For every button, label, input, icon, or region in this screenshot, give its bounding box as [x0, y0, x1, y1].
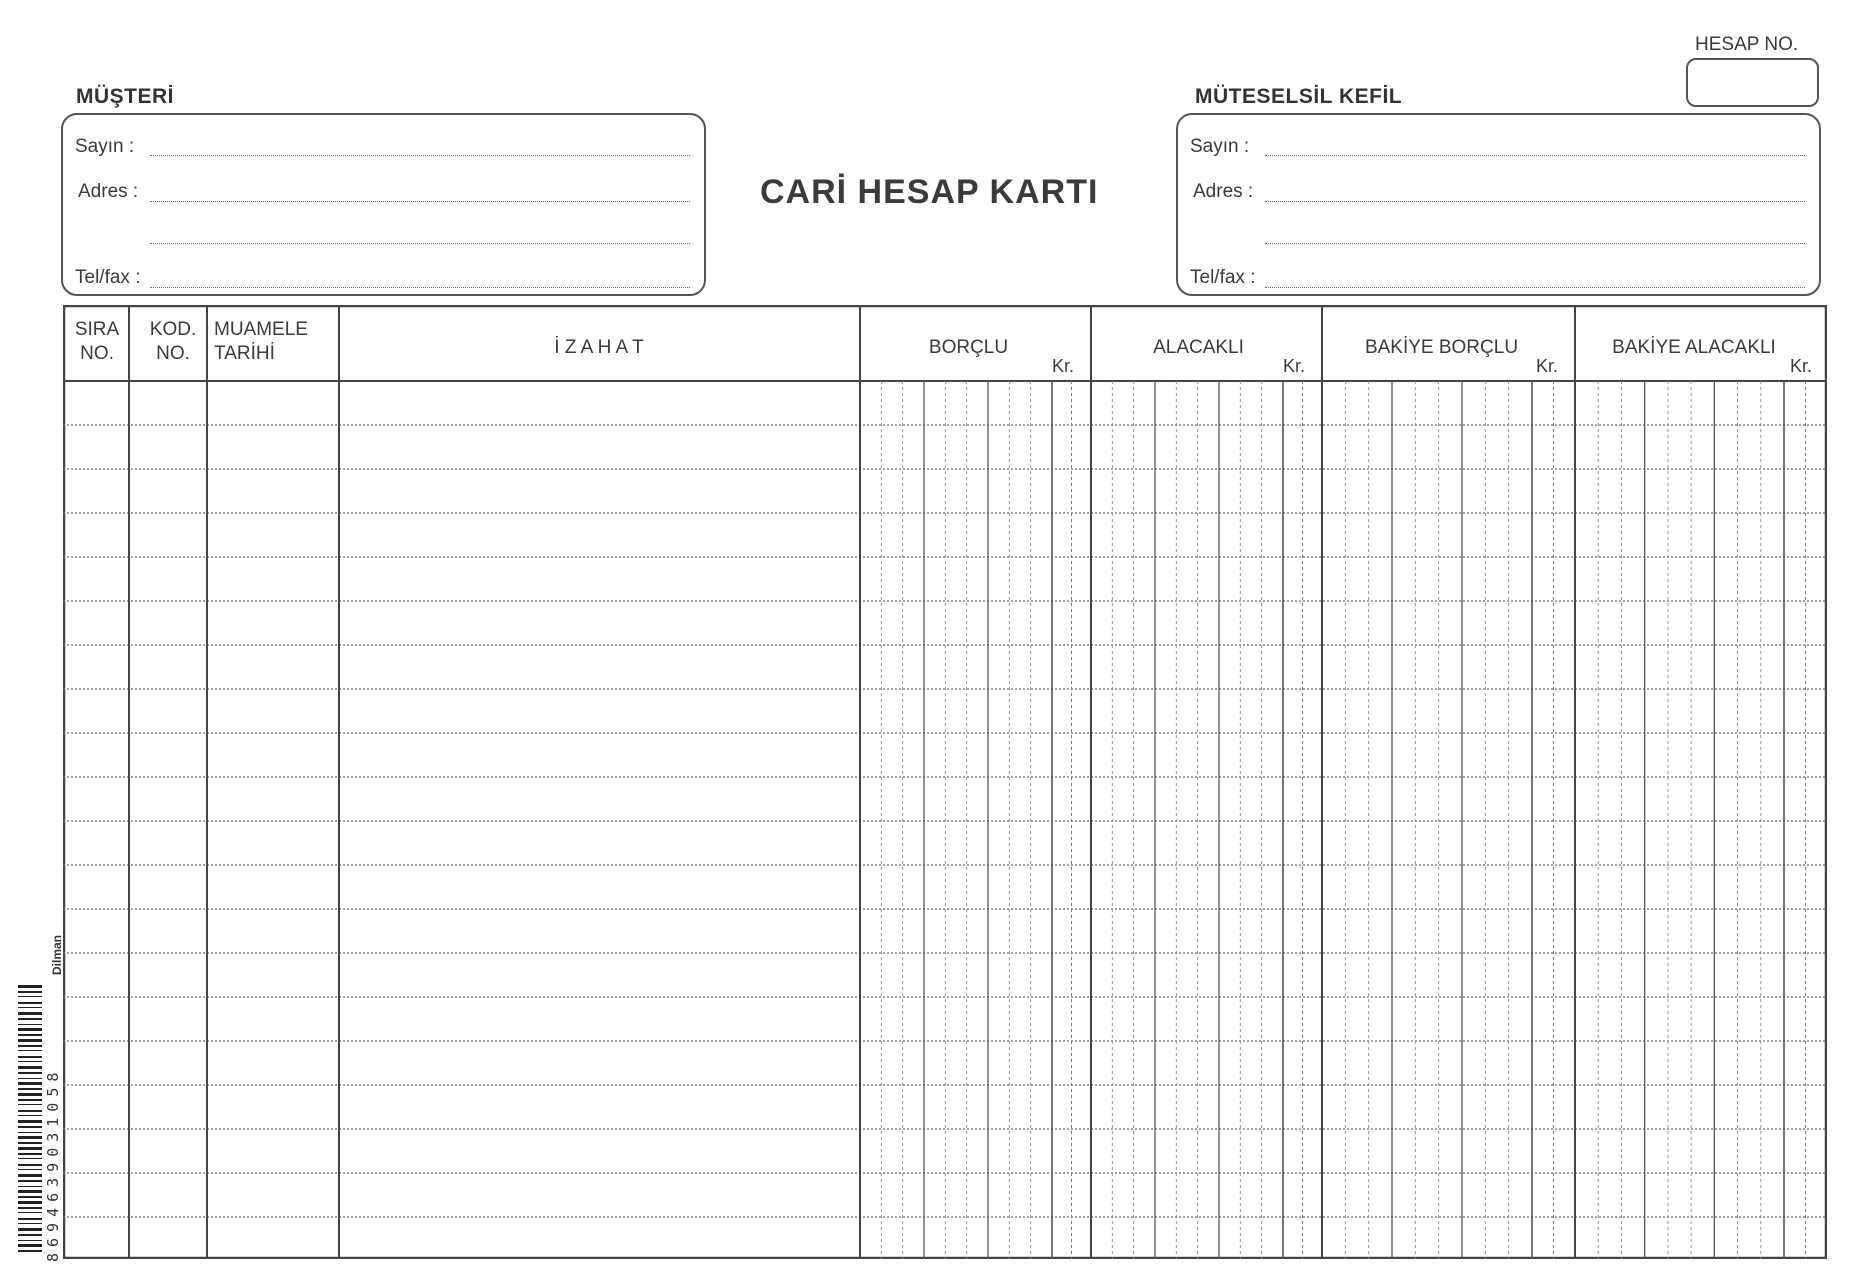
barcode-bar: [18, 1250, 42, 1252]
musteri-adres-label: Adres :: [78, 181, 139, 202]
barcode-bar: [18, 1180, 42, 1182]
kefil-title: MÜTESELSİL KEFİL: [1195, 85, 1403, 108]
barcode-bar: [18, 1174, 42, 1177]
barcode-bar: [18, 1072, 42, 1074]
barcode-bar: [18, 1240, 42, 1241]
barcode-bar: [18, 1110, 42, 1112]
barcode-bar: [18, 985, 42, 988]
barcode-bar: [18, 1028, 42, 1031]
musteri-telfax-field[interactable]: [150, 287, 690, 288]
barcode-bar: [18, 1099, 42, 1101]
col-kod-header-line1: KOD.: [149, 319, 197, 340]
barcode: [18, 985, 42, 1255]
col-izahat-header: İ Z A H A T: [554, 337, 644, 358]
col-bakiye-alacakli-kr: Kr.: [1790, 356, 1813, 376]
barcode-bar: [18, 1186, 42, 1187]
barcode-bar: [18, 1061, 42, 1062]
barcode-bar: [18, 1218, 42, 1220]
barcode-bar: [18, 1196, 42, 1198]
col-sira-header-line2: NO.: [80, 343, 114, 364]
barcode-bar: [18, 1078, 42, 1079]
barcode-bar: [18, 1207, 42, 1209]
barcode-bar: [18, 1034, 42, 1036]
hesap-no-field[interactable]: [1686, 58, 1819, 107]
barcode-bar: [18, 1045, 42, 1047]
musteri-sayin-field[interactable]: [150, 155, 690, 156]
barcode-bar: [18, 1002, 42, 1004]
musteri-adres-field-1[interactable]: [150, 201, 690, 202]
barcode-bar: [18, 1164, 42, 1166]
musteri-telfax-label: Tel/fax :: [75, 267, 141, 288]
barcode-bar: [18, 1093, 42, 1096]
barcode-bar: [18, 1120, 42, 1123]
barcode-bar: [18, 1136, 42, 1139]
barcode-bar: [18, 1126, 42, 1128]
barcode-bar: [18, 1088, 42, 1090]
barcode-bar: [18, 1147, 42, 1150]
kefil-sayin-field[interactable]: [1265, 155, 1805, 156]
barcode-bar: [18, 1082, 42, 1085]
barcode-bar: [18, 991, 42, 993]
barcode-bar: [18, 1024, 42, 1025]
kefil-adres-field-1[interactable]: [1265, 201, 1805, 202]
barcode-bar: [18, 1223, 42, 1224]
col-bakiye-alacakli-header: BAKİYE ALACAKLI: [1612, 337, 1776, 358]
barcode-bar: [18, 1039, 42, 1042]
barcode-bar: [18, 1012, 42, 1015]
col-bakiye-borclu-kr: Kr.: [1536, 356, 1559, 376]
col-sira-header: [65, 318, 129, 366]
barcode-bar: [18, 1132, 42, 1133]
publisher-label: Dilman: [50, 934, 64, 975]
col-sira-header-line1: SIRA: [74, 319, 120, 340]
barcode-bar: [18, 1104, 42, 1105]
barcode-bar: [18, 1007, 42, 1008]
ledger-grid: [63, 305, 1827, 1259]
musteri-title: MÜŞTERİ: [76, 85, 174, 108]
barcode-bar: [18, 1212, 42, 1213]
col-kod-header-line2: NO.: [156, 343, 190, 364]
musteri-sayin-label: Sayın :: [75, 136, 135, 157]
kefil-box: [1176, 113, 1821, 296]
hesap-no-label: HESAP NO.: [1695, 34, 1799, 55]
barcode-bar: [18, 1066, 42, 1069]
barcode-bar: [18, 1201, 42, 1204]
musteri-adres-field-2[interactable]: [150, 243, 690, 244]
col-muamele-header: [214, 318, 339, 366]
barcode-bar: [18, 1158, 42, 1159]
kefil-adres-label: Adres :: [1193, 181, 1254, 202]
kefil-adres-field-2[interactable]: [1265, 243, 1805, 244]
barcode-bar: [18, 1228, 42, 1231]
kefil-telfax-field[interactable]: [1265, 287, 1805, 288]
col-muamele-header-line1: MUAMELE: [214, 319, 308, 340]
col-bakiye-borclu-header: BAKİYE BORÇLU: [1364, 337, 1519, 358]
barcode-bar: [18, 1153, 42, 1155]
col-borclu-header: BORÇLU: [928, 337, 1009, 358]
form-title: CARİ HESAP KARTI: [760, 173, 1099, 211]
barcode-bar: [18, 1234, 42, 1236]
col-muamele-header-line2: TARİHİ: [214, 343, 275, 364]
barcode-bar: [18, 1169, 42, 1170]
barcode-bar: [18, 1244, 42, 1247]
col-borclu-kr: Kr.: [1052, 356, 1075, 376]
barcode-bar: [18, 996, 42, 997]
barcode-bar: [18, 1056, 42, 1058]
col-alacakli-header: ALACAKLI: [1153, 337, 1244, 358]
barcode-bar: [18, 1142, 42, 1144]
kefil-sayin-label: Sayın :: [1190, 136, 1250, 157]
col-kod-header: [140, 318, 206, 366]
barcode-bar: [18, 1115, 42, 1116]
barcode-bar: [18, 1018, 42, 1020]
musteri-box: [61, 113, 706, 296]
barcode-bar: [18, 1050, 42, 1051]
barcode-number: 8694639031058: [44, 1066, 62, 1262]
col-alacakli-kr: Kr.: [1283, 356, 1306, 376]
kefil-telfax-label: Tel/fax :: [1190, 267, 1256, 288]
barcode-bar: [18, 1190, 42, 1193]
